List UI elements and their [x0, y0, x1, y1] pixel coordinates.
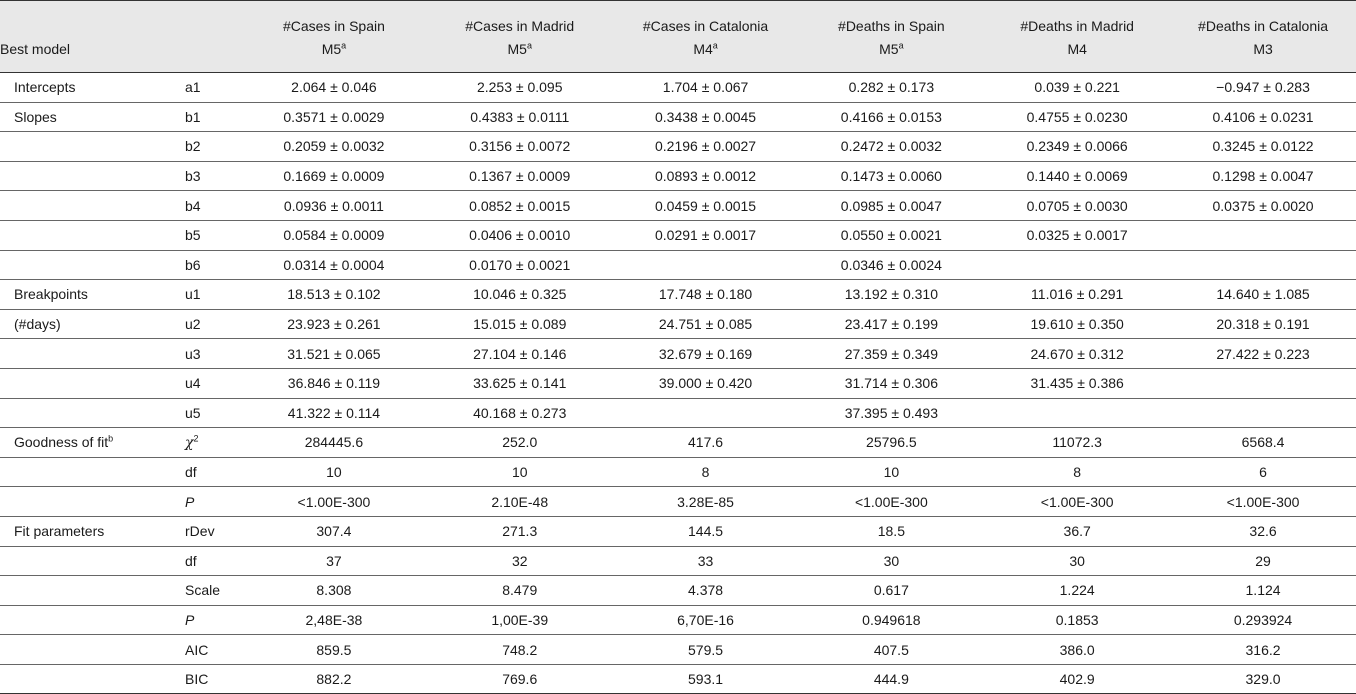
table-cell: 8: [613, 457, 799, 487]
table-cell: 0.2196 ± 0.0027: [613, 132, 799, 162]
parameter-superscript: 2: [193, 433, 199, 444]
parameter-text: u3: [185, 345, 201, 362]
table-cell: 593.1: [613, 664, 799, 694]
group-text: (#days): [14, 316, 61, 333]
table-cell: 0.0936 ± 0.0011: [241, 191, 427, 221]
table-cell: 23.923 ± 0.261: [241, 309, 427, 339]
table-cell: 6: [1170, 457, 1356, 487]
table-cell: 8.308: [241, 576, 427, 606]
table-cell: 1.704 ± 0.067: [613, 73, 799, 103]
row-group-label: [0, 132, 171, 162]
table-row: [0, 73, 1356, 103]
column-model: [241, 36, 427, 73]
group-text: Goodness of fit: [14, 434, 109, 451]
table-cell: 0.949618: [798, 605, 984, 635]
row-parameter: [171, 605, 241, 635]
parameter-text: AIC: [185, 641, 209, 658]
model-name: M4: [693, 41, 713, 57]
table-cell: 444.9: [798, 664, 984, 694]
parameter-text: u4: [185, 375, 201, 392]
column-model: [798, 36, 984, 73]
row-parameter: [171, 516, 241, 546]
row-group-label: [0, 220, 171, 250]
table-cell: 31.521 ± 0.065: [241, 339, 427, 369]
table-row: [0, 250, 1356, 280]
table-cell: 0.1669 ± 0.0009: [241, 161, 427, 191]
table-cell: 33: [613, 546, 799, 576]
row-group-label: [0, 339, 171, 369]
model-name: M4: [1067, 41, 1087, 57]
row-group-label: [0, 250, 171, 280]
row-parameter: [171, 635, 241, 665]
table-cell: 0.0705 ± 0.0030: [984, 191, 1170, 221]
table-cell: 0.0852 ± 0.0015: [427, 191, 613, 221]
table-cell: 29: [1170, 546, 1356, 576]
table-cell: 0.4106 ± 0.0231: [1170, 102, 1356, 132]
table-cell: 40.168 ± 0.273: [427, 398, 613, 428]
table-cell: [613, 398, 799, 428]
row-parameter: [171, 191, 241, 221]
table-cell: 0.0406 ± 0.0010: [427, 220, 613, 250]
table-row: [0, 161, 1356, 191]
row-group-label: [0, 516, 171, 546]
table-cell: 0.0893 ± 0.0012: [613, 161, 799, 191]
table-row: [0, 398, 1356, 428]
table-cell: 0.0550 ± 0.0021: [798, 220, 984, 250]
table-cell: 31.435 ± 0.386: [984, 368, 1170, 398]
table-cell: 37.395 ± 0.493: [798, 398, 984, 428]
table-cell: 24.751 ± 0.085: [613, 309, 799, 339]
model-name: M3: [1253, 41, 1273, 57]
table-cell: 0.4383 ± 0.0111: [427, 102, 613, 132]
table-cell: 0.0346 ± 0.0024: [798, 250, 984, 280]
model-footnote: a: [341, 40, 347, 51]
table-cell: 0.0985 ± 0.0047: [798, 191, 984, 221]
table-header: [0, 1, 1356, 73]
parameter-text: u1: [185, 286, 201, 303]
table-cell: 10: [798, 457, 984, 487]
model-footnote: a: [526, 40, 532, 51]
row-parameter: [171, 132, 241, 162]
table-cell: 0.3245 ± 0.0122: [1170, 132, 1356, 162]
header-row-titles: [0, 1, 1356, 37]
table-cell: 0.0584 ± 0.0009: [241, 220, 427, 250]
row-parameter: [171, 487, 241, 517]
table-cell: <1.00E-300: [984, 487, 1170, 517]
column-title: #Deaths in Catalonia: [1170, 1, 1356, 37]
table-cell: 37: [241, 546, 427, 576]
table-cell: 17.748 ± 0.180: [613, 280, 799, 310]
table-cell: 23.417 ± 0.199: [798, 309, 984, 339]
table-cell: 32.679 ± 0.169: [613, 339, 799, 369]
group-text: Slopes: [14, 108, 57, 125]
table-cell: 0.0459 ± 0.0015: [613, 191, 799, 221]
table-cell: 27.359 ± 0.349: [798, 339, 984, 369]
table-cell: 0.293924: [1170, 605, 1356, 635]
table-cell: 0.2349 ± 0.0066: [984, 132, 1170, 162]
table-cell: 0.3571 ± 0.0029: [241, 102, 427, 132]
parameter-text: df: [185, 552, 197, 569]
row-parameter: [171, 576, 241, 606]
table-cell: 36.7: [984, 516, 1170, 546]
table-row: [0, 339, 1356, 369]
table-cell: <1.00E-300: [1170, 487, 1356, 517]
row-group-label: [0, 368, 171, 398]
column-title: #Cases in Catalonia: [613, 1, 799, 37]
row-group-label: [0, 576, 171, 606]
parameter-text: b1: [185, 108, 201, 125]
table-cell: 0.1298 ± 0.0047: [1170, 161, 1356, 191]
table-cell: 0.0325 ± 0.0017: [984, 220, 1170, 250]
table-cell: 402.9: [984, 664, 1170, 694]
table-cell: <1.00E-300: [798, 487, 984, 517]
table-cell: [1170, 220, 1356, 250]
table-cell: 30: [984, 546, 1170, 576]
group-text: Fit parameters: [14, 523, 105, 540]
parameter-text: u5: [185, 404, 201, 421]
parameter-text: a1: [185, 79, 201, 96]
table-cell: 24.670 ± 0.312: [984, 339, 1170, 369]
column-model: [427, 36, 613, 73]
parameter-text: P: [185, 611, 195, 628]
parameter-text: BIC: [185, 671, 209, 688]
table-cell: 15.015 ± 0.089: [427, 309, 613, 339]
table-cell: 39.000 ± 0.420: [613, 368, 799, 398]
model-name: M5: [321, 41, 342, 57]
table-cell: 144.5: [613, 516, 799, 546]
table-cell: 0.2472 ± 0.0032: [798, 132, 984, 162]
parameter-text: b3: [185, 168, 201, 185]
table-cell: 0.0375 ± 0.0020: [1170, 191, 1356, 221]
row-group-label: [0, 546, 171, 576]
table-cell: 1.224: [984, 576, 1170, 606]
table-row: [0, 132, 1356, 162]
row-group-label: [0, 73, 171, 103]
table-cell: 859.5: [241, 635, 427, 665]
table-row: [0, 309, 1356, 339]
table-cell: 2.253 ± 0.095: [427, 73, 613, 103]
table-cell: 0.0314 ± 0.0004: [241, 250, 427, 280]
row-group-label: [0, 428, 171, 458]
table-cell: 18.513 ± 0.102: [241, 280, 427, 310]
table-row: [0, 546, 1356, 576]
column-title: #Cases in Madrid: [427, 1, 613, 37]
table-cell: 14.640 ± 1.085: [1170, 280, 1356, 310]
table-cell: 10.046 ± 0.325: [427, 280, 613, 310]
column-model: [613, 36, 799, 73]
table-cell: 19.610 ± 0.350: [984, 309, 1170, 339]
table-body: [0, 73, 1356, 694]
table-row: [0, 516, 1356, 546]
table-cell: 27.104 ± 0.146: [427, 339, 613, 369]
table-cell: 0.0291 ± 0.0017: [613, 220, 799, 250]
parameter-text: u2: [185, 316, 201, 333]
parameter-text: b6: [185, 256, 201, 273]
row-parameter: [171, 250, 241, 280]
row-group-label: [0, 487, 171, 517]
table-cell: 8.479: [427, 576, 613, 606]
table-cell: 2.10E-48: [427, 487, 613, 517]
table-row: [0, 635, 1356, 665]
table-cell: 8: [984, 457, 1170, 487]
column-title: #Cases in Spain: [241, 1, 427, 37]
model-name: M5: [507, 41, 527, 57]
row-parameter: [171, 102, 241, 132]
table-row: [0, 102, 1356, 132]
table-row: [0, 457, 1356, 487]
row-parameter: [171, 368, 241, 398]
table-cell: 329.0: [1170, 664, 1356, 694]
table-cell: 0.1473 ± 0.0060: [798, 161, 984, 191]
row-group-label: [0, 635, 171, 665]
table-row: [0, 280, 1356, 310]
parameter-text: b5: [185, 227, 201, 244]
row-group-label: [0, 309, 171, 339]
table-cell: 2.064 ± 0.046: [241, 73, 427, 103]
table-cell: [1170, 250, 1356, 280]
table-cell: 0.4755 ± 0.0230: [984, 102, 1170, 132]
row-parameter: [171, 280, 241, 310]
table-cell: 3.28E-85: [613, 487, 799, 517]
table-cell: 0.1853: [984, 605, 1170, 635]
row-parameter: [171, 546, 241, 576]
table-cell: 33.625 ± 0.141: [427, 368, 613, 398]
best-model-label: Best model: [0, 36, 171, 73]
table-cell: <1.00E-300: [241, 487, 427, 517]
table-cell: [984, 398, 1170, 428]
row-parameter: [171, 428, 241, 458]
table-cell: 11.016 ± 0.291: [984, 280, 1170, 310]
table-cell: 882.2: [241, 664, 427, 694]
table-row: [0, 576, 1356, 606]
table-cell: 18.5: [798, 516, 984, 546]
table-cell: 36.846 ± 0.119: [241, 368, 427, 398]
row-group-label: [0, 398, 171, 428]
parameter-text: df: [185, 464, 197, 481]
parameter-text: rDev: [185, 523, 215, 540]
table-cell: 0.2059 ± 0.0032: [241, 132, 427, 162]
row-group-label: [0, 457, 171, 487]
table-cell: [613, 250, 799, 280]
table-cell: 769.6: [427, 664, 613, 694]
table-cell: 31.714 ± 0.306: [798, 368, 984, 398]
table-cell: 407.5: [798, 635, 984, 665]
row-parameter: [171, 220, 241, 250]
table-cell: 417.6: [613, 428, 799, 458]
column-model: [1170, 36, 1356, 73]
table-row: [0, 191, 1356, 221]
model-name: M5: [879, 41, 899, 57]
table-cell: 271.3: [427, 516, 613, 546]
table-cell: 0.3156 ± 0.0072: [427, 132, 613, 162]
table-cell: 316.2: [1170, 635, 1356, 665]
table-cell: 748.2: [427, 635, 613, 665]
parameter-text: Scale: [185, 582, 221, 599]
table-cell: 284445.6: [241, 428, 427, 458]
table-cell: [1170, 398, 1356, 428]
table-row: [0, 487, 1356, 517]
table-cell: 6,70E-16: [613, 605, 799, 635]
table-row: [0, 605, 1356, 635]
table-cell: 4.378: [613, 576, 799, 606]
table-cell: 2,48E-38: [241, 605, 427, 635]
row-parameter: [171, 309, 241, 339]
table-cell: 27.422 ± 0.223: [1170, 339, 1356, 369]
model-footnote: a: [712, 40, 718, 51]
table-cell: 32.6: [1170, 516, 1356, 546]
parameter-text: χ: [185, 434, 194, 451]
row-parameter: [171, 398, 241, 428]
table-cell: 0.3438 ± 0.0045: [613, 102, 799, 132]
row-parameter: [171, 457, 241, 487]
table-cell: 13.192 ± 0.310: [798, 280, 984, 310]
table-cell: 252.0: [427, 428, 613, 458]
column-title: #Deaths in Madrid: [984, 1, 1170, 37]
group-text: Breakpoints: [14, 286, 88, 303]
row-group-label: [0, 191, 171, 221]
table-cell: 11072.3: [984, 428, 1170, 458]
table-row: [0, 428, 1356, 458]
row-group-label: [0, 280, 171, 310]
table-cell: [984, 250, 1170, 280]
table-cell: 32: [427, 546, 613, 576]
header-row-models: [0, 36, 1356, 73]
column-model: [984, 36, 1170, 73]
row-group-label: [0, 161, 171, 191]
row-parameter: [171, 161, 241, 191]
table-cell: −0.947 ± 0.283: [1170, 73, 1356, 103]
table-cell: 1.124: [1170, 576, 1356, 606]
model-footnote: a: [898, 40, 904, 51]
table-cell: 20.318 ± 0.191: [1170, 309, 1356, 339]
row-parameter: [171, 73, 241, 103]
table-cell: 30: [798, 546, 984, 576]
row-group-label: [0, 605, 171, 635]
row-parameter: [171, 339, 241, 369]
table-cell: 10: [241, 457, 427, 487]
table-row: [0, 220, 1356, 250]
table-cell: 307.4: [241, 516, 427, 546]
group-text: Intercepts: [14, 79, 76, 96]
table-cell: [1170, 368, 1356, 398]
table-cell: 0.039 ± 0.221: [984, 73, 1170, 103]
table-cell: 0.1440 ± 0.0069: [984, 161, 1170, 191]
parameter-text: P: [185, 493, 195, 510]
table-row: [0, 368, 1356, 398]
table-cell: 0.1367 ± 0.0009: [427, 161, 613, 191]
table-cell: 0.4166 ± 0.0153: [798, 102, 984, 132]
row-group-label: [0, 102, 171, 132]
table-cell: 386.0: [984, 635, 1170, 665]
table-cell: 0.617: [798, 576, 984, 606]
column-title: #Deaths in Spain: [798, 1, 984, 37]
table-cell: 41.322 ± 0.114: [241, 398, 427, 428]
group-footnote: b: [108, 433, 114, 444]
table-cell: 1,00E-39: [427, 605, 613, 635]
table-cell: 0.282 ± 0.173: [798, 73, 984, 103]
table-cell: 0.0170 ± 0.0021: [427, 250, 613, 280]
parameter-text: b4: [185, 197, 201, 214]
table-cell: 10: [427, 457, 613, 487]
table-cell: 25796.5: [798, 428, 984, 458]
table-cell: 6568.4: [1170, 428, 1356, 458]
table-cell: 579.5: [613, 635, 799, 665]
parameter-text: b2: [185, 138, 201, 155]
